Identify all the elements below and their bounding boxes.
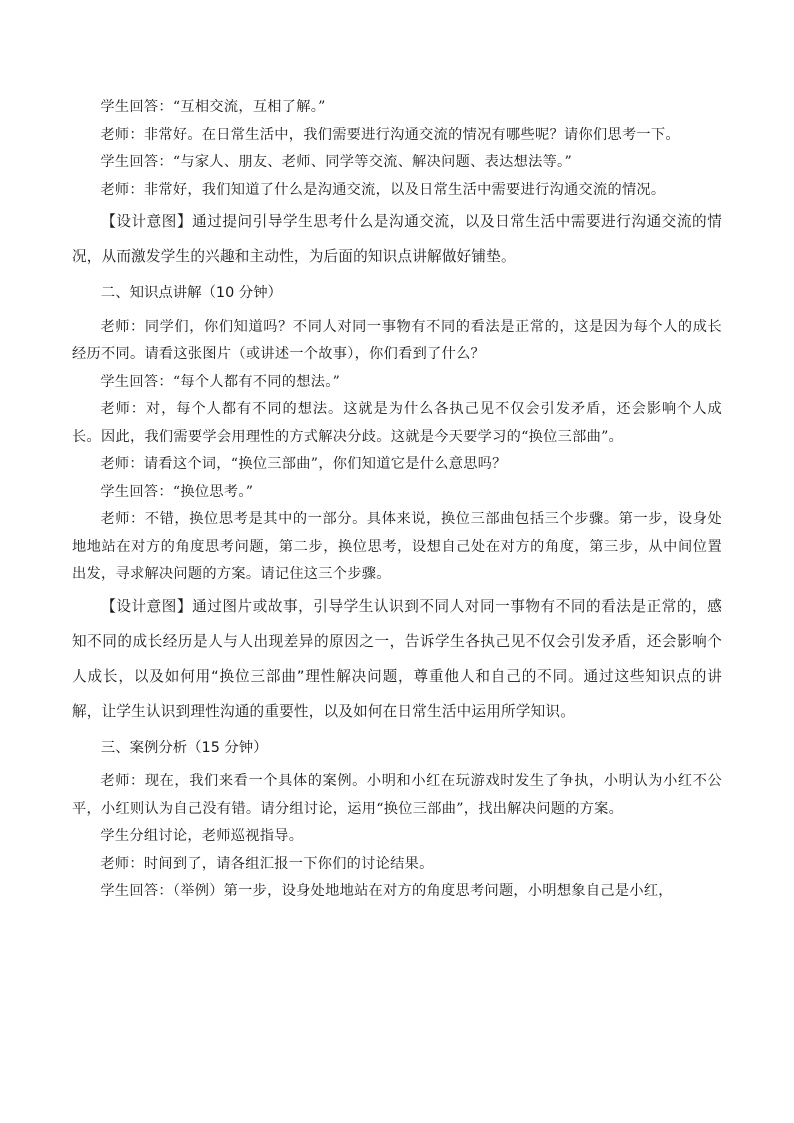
paragraph: 学生回答：（举例）第一步，设身处地地站在对方的角度思考问题，小明想象自己是小红， [100, 883, 673, 899]
design-intent-paragraph: 【设计意图】通过提问引导学生思考什么是沟通交流，以及日常生活中需要进行沟通交流的情况，从而激发学生的兴趣和主动性，为后面的知识点讲解做好铺垫。 [72, 213, 722, 265]
document-body [72, 94, 722, 906]
paragraph: 学生回答：“与家人、朋友、老师、同学等交流、解决问题、表达想法等。” [100, 154, 572, 170]
paragraph: 学生回答：“换位思考。” [100, 483, 254, 500]
paragraph: 老师：时间到了，请各组汇报一下你们的讨论结果。 [100, 855, 434, 872]
paragraph: 老师：不错，换位思考是其中的一部分。具体来说，换位三部曲包括三个步骤。第一步，设身处地地站在对方的角度思考问题，第二步，换位思考，设想自己处在对方的角度，第三步，从中间位置出发，寻求解决问题的方案。请记住这三个步骤。 [72, 511, 722, 582]
paragraph: 老师：对，每个人都有不同的想法。这就是为什么各执己见不仅会引发矛盾，还会影响个人成长。因此，我们需要学会用理性的方式解决分歧。这就是今天要学习的“换位三部曲”。 [72, 401, 722, 445]
paragraph: 学生回答：“每个人都有不同的想法。” [100, 373, 341, 390]
paragraph: 老师：非常好。在日常生活中，我们需要进行沟通交流的情况有哪些呢？请你们思考一下。 [100, 126, 680, 143]
paragraph: 老师：非常好，我们知道了什么是沟通交流，以及日常生活中需要进行沟通交流的情况。 [100, 181, 666, 198]
paragraph: 学生分组讨论，老师巡视指导。 [100, 828, 304, 844]
paragraph: 老师：请看这个词，“换位三部曲”，你们知道它是什么意思吗？ [100, 456, 507, 472]
paragraph: 老师：现在，我们来看一个具体的案例。小明和小红在玩游戏时发生了争执，小明认为小红不公平，小红则认为自己没有错。请分组讨论，运用“换位三部曲”，找出解决问题的方案。 [72, 773, 722, 817]
design-intent-paragraph: 【设计意图】通过图片或故事，引导学生认识到不同人对同一事物有不同的看法是正常的，感知不同的成长经历是人与人出现差异的原因之一，告诉学生各执己见不仅会引发矛盾，还会影响个人成长，以及如何用“换位三部曲”理性解决问题，尊重他人和自己的不同。通过这些知识点的讲解，让学生认识到理性沟通的重要性，以及如何在日常生活中运用所学知识。 [72, 597, 722, 720]
paragraph: 老师：同学们，你们知道吗？不同人对同一事物有不同的看法是正常的，这是因为每个人的成长经历不同。请看这张图片（或讲述一个故事），你们看到了什么？ [72, 318, 722, 362]
paragraph: 学生回答：“互相交流，互相了解。” [100, 99, 326, 115]
section-heading: 三、案例分析（15 分钟） [100, 739, 268, 756]
section-heading: 二、知识点讲解（10 分钟） [100, 285, 282, 301]
